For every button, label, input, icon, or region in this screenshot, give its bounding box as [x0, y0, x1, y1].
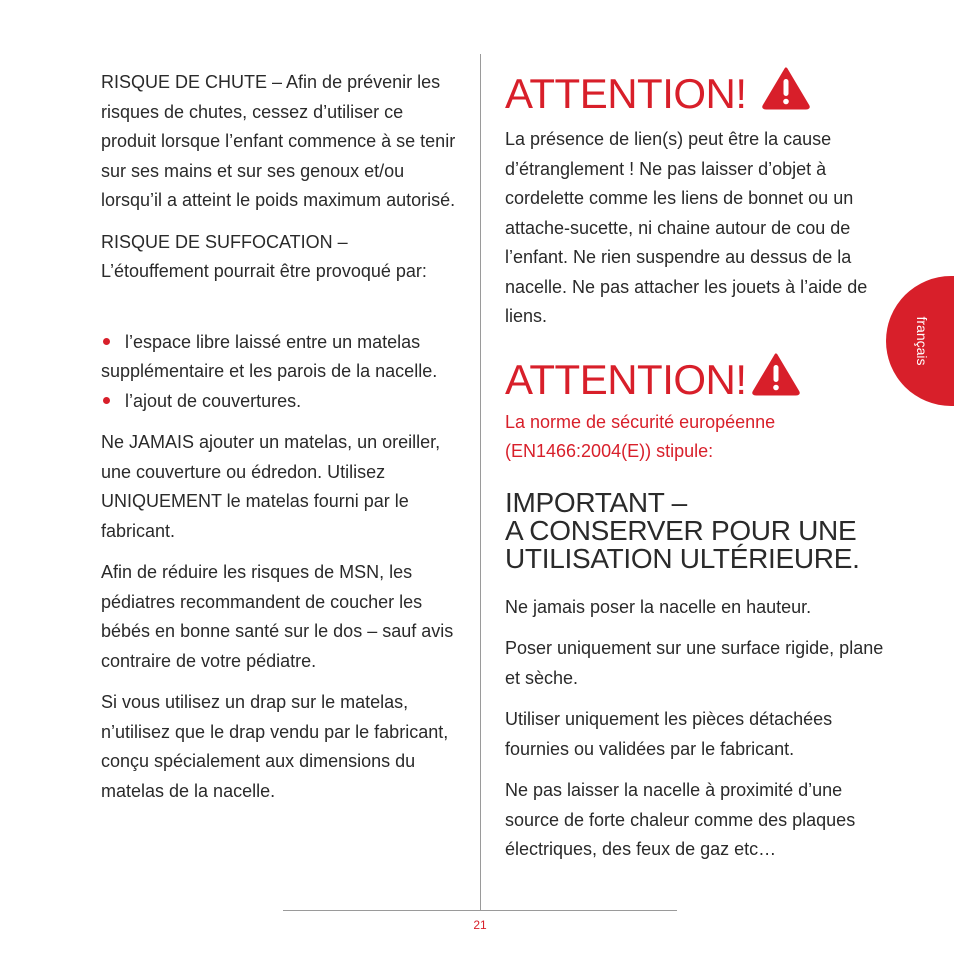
warning-triangle-icon — [751, 352, 801, 408]
attention-title: ATTENTION! — [505, 70, 747, 117]
warning-triangle-icon — [761, 66, 811, 122]
attention-heading-1 — [505, 68, 885, 120]
instruction-paragraph: Poser uniquement sur une surface rigide, plane et sèche. — [505, 638, 884, 688]
attention-title: ATTENTION! — [505, 355, 747, 403]
list-item — [101, 387, 457, 417]
spacer — [101, 299, 457, 328]
bullet-icon — [103, 397, 110, 404]
list-item — [101, 328, 457, 387]
footer-divider — [283, 910, 677, 911]
language-tab-label: français — [914, 316, 930, 366]
jamais-matelas-paragraph: Ne JAMAIS ajouter un matelas, un oreiller, une couverture ou édredon. Utilisez UNIQUEMENT le matelas fourni par le fabricant. — [101, 432, 441, 541]
instruction-paragraph: Ne pas laisser la nacelle à proximité d’une source de forte chaleur comme des plaques électriques, des feux de gaz etc… — [505, 780, 856, 859]
important-line: UTILISATION ULTÉRIEURE. — [505, 542, 860, 574]
language-tab[interactable] — [886, 276, 954, 406]
left-column — [101, 68, 457, 818]
attention-heading-2 — [505, 354, 885, 406]
suffocation-causes-list — [101, 328, 457, 417]
risque-chute-paragraph: RISQUE DE CHUTE – Afin de prévenir les risques de chutes, cessez d’utiliser ce produit lorsque l’enfant commence à se tenir sur ses mains et sur ses genoux et/ou lorsqu’il a atteint le poids maximum autorisé. — [101, 72, 456, 210]
column-divider — [480, 54, 481, 911]
page-number: 21 — [473, 918, 487, 932]
instruction-paragraph: Ne jamais poser la nacelle en hauteur. — [505, 596, 812, 617]
msn-paragraph: Afin de réduire les risques de MSN, les pédiatres recommandent de coucher les bébés en bonne santé sur le dos – sauf avis contraire de votre pédiatre. — [101, 562, 454, 671]
bullet-icon — [103, 338, 110, 345]
important-line: A CONSERVER POUR UNE — [505, 514, 857, 546]
list-item-text: l’espace libre laissé entre un matelas supplémentaire et les parois de la nacelle. — [101, 331, 438, 381]
drap-paragraph: Si vous utilisez un drap sur le matelas, n’utilisez que le drap vendu par le fabricant, conçu spécialement aux dimensions du matelas de la nacelle. — [101, 692, 449, 801]
instruction-paragraph: Utiliser uniquement les pièces détachées fournies ou validées par le fabricant. — [505, 709, 833, 759]
important-heading — [505, 486, 885, 574]
risque-suffocation-paragraph: RISQUE DE SUFFOCATION – L’étouffement pourrait être provoqué par: — [101, 231, 427, 281]
important-line: IMPORTANT – — [505, 486, 687, 518]
norme-text: La norme de sécurité européenne (EN1466:2004(E)) stipule: — [505, 411, 776, 461]
right-column — [505, 68, 885, 877]
list-item-text: l’ajout de couvertures. — [125, 390, 302, 411]
attention-1-text: La présence de lien(s) peut être la cause d’étranglement ! Ne pas laisser d’objet à cordelette comme les liens de bonnet ou un attache-sucette, ni chaine autour de cou de l’enfant. Ne rien suspendre au dessus de la nacelle. Ne pas attacher les jouets à l’aide de liens. — [505, 129, 868, 326]
